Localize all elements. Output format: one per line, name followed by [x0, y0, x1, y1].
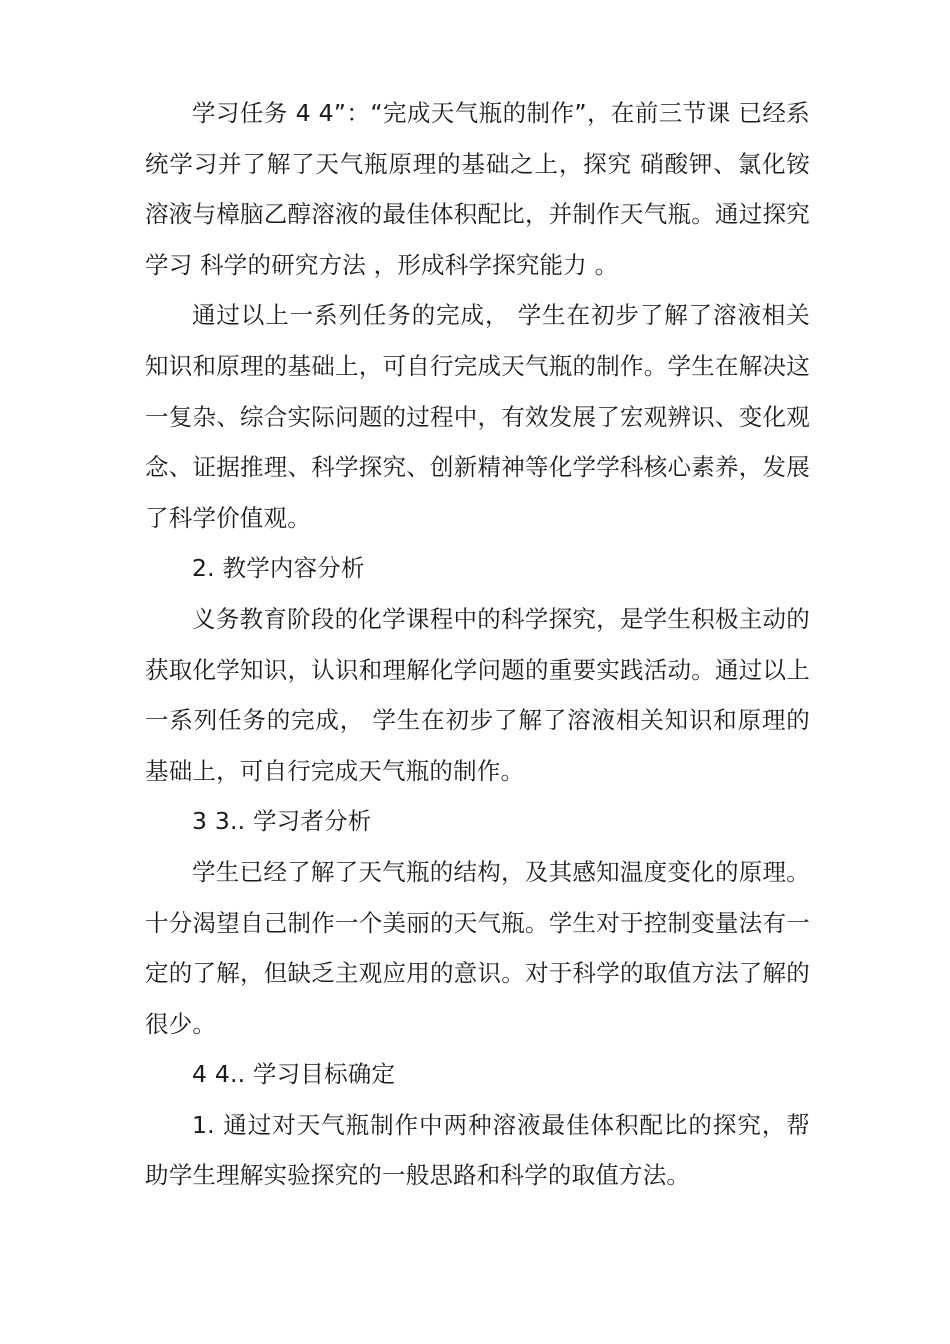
paragraph-science-inquiry: 义务教育阶段的化学课程中的科学探究，是学生积极主动的获取化学知识，认识和理解化学问题的重要实践活动。通过以上一系列任务的完成， 学生在初步了解了溶液相关知识和原理的基础上，可自行完成天气瓶的制作。 — [145, 604, 810, 785]
paragraph-learner-background: 学生已经了解了天气瓶的结构，及其感知温度变化的原理。十分渴望自己制作一个美丽的天气瓶。学生对于控制变量法有一定的了解，但缺乏主观应用的意识。对于科学的取值方法了解的很少。 — [145, 857, 810, 1038]
document-body — [145, 88, 810, 1201]
paragraph-objective-1: 1. 通过对天气瓶制作中两种溶液最佳体积配比的探究，帮助学生理解实验探究的一般思路和科学的取值方法。 — [145, 1110, 810, 1190]
paragraph-task-completion: 通过以上一系列任务的完成， 学生在初步了解了溶液相关知识和原理的基础上，可自行完成天气瓶的制作。学生在解决这一复杂、综合实际问题的过程中，有效发展了宏观辨识、变化观念、证据推理、科学探究、创新精神等化学学科核心素养，发展了科学价值观。 — [145, 301, 810, 532]
paragraph-learning-task-4: 学习任务 4 4”：“完成天气瓶的制作”，在前三节课 已经系统学习并了解了天气瓶原理的基础之上，探究 硝酸钾、氯化铵 溶液与樟脑乙醇溶液的最佳体积配比，并制作天气瓶。通过探究学习 科学的研究方法 ，形成科学探究能力 。 — [145, 99, 810, 279]
heading-teaching-content-analysis: 2. 教学内容分析 — [192, 554, 365, 583]
heading-learning-objectives: 4 4.. 学习目标确定 — [192, 1060, 396, 1089]
heading-learner-analysis: 3 3.. 学习者分析 — [192, 807, 372, 836]
